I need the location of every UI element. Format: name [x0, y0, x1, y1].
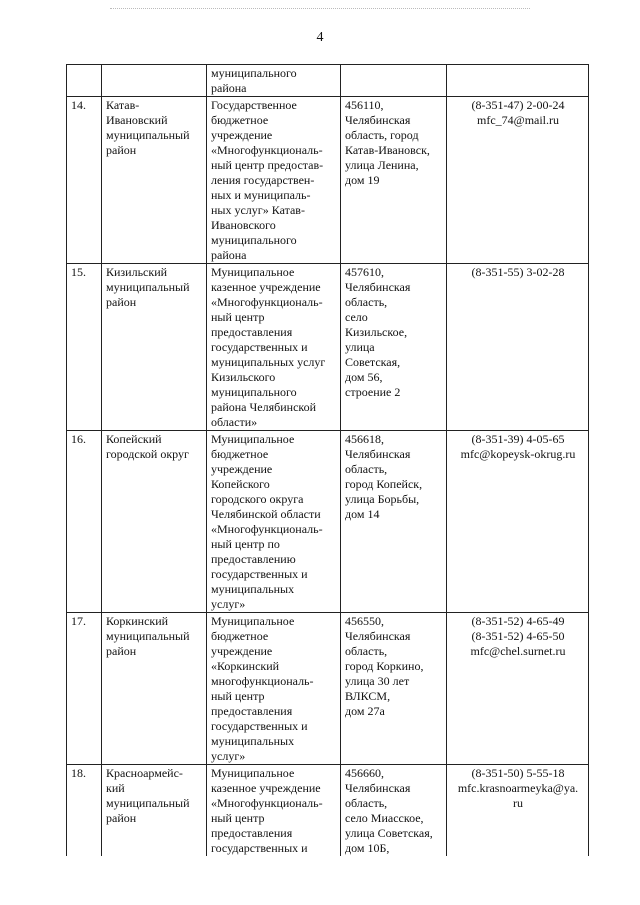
organization-cell-line: предоставления [211, 325, 293, 339]
organization-cell-line: многофункциональ- [211, 674, 314, 688]
address-cell [341, 613, 447, 765]
organization-cell-line: казенное учреждение [211, 280, 321, 294]
organization-cell-line: «Многофункциональ- [211, 143, 323, 157]
address-cell-line: 457610, [345, 265, 384, 279]
municipality-cell [102, 97, 207, 264]
municipality-cell [102, 264, 207, 431]
organization-cell-line: «Многофункциональ- [211, 796, 323, 810]
organization-cell-line: учреждение [211, 462, 273, 476]
organization-cell-line: Ивановского [211, 218, 276, 232]
row-number-cell: 18. [67, 765, 102, 857]
organization-cell-line: ный центр предостав- [211, 158, 324, 172]
mfc-registry-table [66, 64, 589, 856]
organization-cell-line: ный центр [211, 811, 265, 825]
address-cell-line: область, [345, 295, 388, 309]
organization-cell-line: муниципального [211, 233, 297, 247]
organization-cell-line: государственных и [211, 841, 308, 855]
address-cell-line: улица [345, 340, 375, 354]
municipality-cell [102, 613, 207, 765]
organization-cell-line: района [211, 248, 247, 262]
municipality-cell-line: район [106, 295, 137, 309]
organization-cell-line: ных и муниципаль- [211, 188, 311, 202]
address-cell-line: ВЛКСМ, [345, 689, 391, 703]
organization-cell-line: казенное учреждение [211, 781, 321, 795]
organization-cell-line: муниципальных [211, 582, 295, 596]
contacts-cell-line: (8-351-55) 3-02-28 [471, 265, 565, 279]
address-cell-line: село [345, 310, 368, 324]
scan-header-artifact [110, 8, 530, 10]
contacts-cell-line: mfc@kopeysk-okrug.ru [460, 447, 576, 461]
address-cell-line: область, [345, 796, 388, 810]
municipality-cell-line: муниципальный [106, 796, 190, 810]
address-cell-line: улица 30 лет [345, 674, 410, 688]
organization-cell [207, 264, 341, 431]
address-cell-line: дом 10Б, [345, 841, 390, 855]
organization-cell-line: Челябинской области [211, 507, 321, 521]
row-number-cell [67, 65, 102, 97]
organization-cell-line: муниципальных услуг [211, 355, 326, 369]
organization-cell-line: «Многофункциональ- [211, 295, 323, 309]
address-cell [341, 431, 447, 613]
contacts-cell [447, 765, 589, 857]
organization-cell-line: Государственное [211, 98, 297, 112]
table-row [67, 765, 589, 857]
address-cell-line: Челябинская [345, 629, 411, 643]
organization-cell-line: бюджетное [211, 113, 269, 127]
contacts-cell-line: ru [513, 796, 523, 810]
address-cell-line: дом 14 [345, 507, 380, 521]
contacts-cell-line: (8-351-39) 4-05-65 [471, 432, 565, 446]
organization-cell-line: муниципального [211, 66, 297, 80]
organization-cell-line: области» [211, 415, 258, 429]
address-cell-line: дом 56, [345, 370, 383, 384]
address-cell-line: строение 2 [345, 385, 401, 399]
organization-cell-line: ный центр по [211, 537, 280, 551]
municipality-cell-line: кий [106, 781, 125, 795]
organization-cell-line: бюджетное [211, 629, 269, 643]
organization-cell-line: учреждение [211, 644, 273, 658]
page-number: 4 [316, 30, 324, 45]
organization-cell-line: Муниципальное [211, 265, 295, 279]
address-cell-line: область, [345, 462, 388, 476]
municipality-cell-line: муниципальный [106, 629, 190, 643]
table-row [67, 65, 589, 97]
contacts-cell-line: (8-351-52) 4-65-50 [471, 629, 565, 643]
table-row [67, 264, 589, 431]
address-cell [341, 97, 447, 264]
contacts-cell [447, 264, 589, 431]
address-cell [341, 765, 447, 857]
organization-cell-line: городского округа [211, 492, 304, 506]
organization-cell-line: муниципальных [211, 734, 295, 748]
row-number-cell: 17. [67, 613, 102, 765]
address-cell-line: Челябинская [345, 447, 411, 461]
address-cell-line: дом 19 [345, 173, 380, 187]
contacts-cell [447, 97, 589, 264]
organization-cell-line: Муниципальное [211, 432, 295, 446]
municipality-cell-line: Копейский [106, 432, 162, 446]
address-cell-line: 456550, [345, 614, 384, 628]
contacts-cell [447, 65, 589, 97]
organization-cell-line: Муниципальное [211, 766, 295, 780]
municipality-cell [102, 65, 207, 97]
organization-cell-line: ный центр [211, 689, 265, 703]
municipality-cell-line: Кизильский [106, 265, 168, 279]
organization-cell-line: района Челябинской [211, 400, 317, 414]
organization-cell-line: муниципального [211, 385, 297, 399]
contacts-cell-line: mfc.krasnoarmeyka@ya. [457, 781, 579, 795]
row-number-cell: 14. [67, 97, 102, 264]
address-cell [341, 264, 447, 431]
contacts-cell [447, 431, 589, 613]
table-row [67, 97, 589, 264]
organization-cell-line: «Многофункциональ- [211, 522, 323, 536]
municipality-cell [102, 765, 207, 857]
address-cell-line: улица Советская, [345, 826, 433, 840]
address-cell [341, 65, 447, 97]
contacts-cell [447, 613, 589, 765]
contacts-cell-line: (8-351-50) 5-55-18 [471, 766, 565, 780]
municipality-cell-line: район [106, 644, 137, 658]
address-cell-line: Челябинская [345, 280, 411, 294]
municipality-cell-line: район [106, 143, 137, 157]
address-cell-line: город Коркино, [345, 659, 424, 673]
municipality-cell-line: муниципальный [106, 280, 190, 294]
municipality-cell [102, 431, 207, 613]
address-cell-line: Катав-Ивановск, [345, 143, 430, 157]
organization-cell [207, 65, 341, 97]
address-cell-line: область, город [345, 128, 419, 142]
municipality-cell-line: район [106, 811, 137, 825]
address-cell-line: Челябинская [345, 781, 411, 795]
organization-cell-line: государственных и [211, 340, 308, 354]
organization-cell-line: бюджетное [211, 447, 269, 461]
address-cell-line: 456660, [345, 766, 384, 780]
municipality-cell-line: Коркинский [106, 614, 169, 628]
address-cell-line: дом 27а [345, 704, 385, 718]
address-cell-line: область, [345, 644, 388, 658]
row-number-cell: 16. [67, 431, 102, 613]
contacts-cell-line: mfc@chel.surnet.ru [470, 644, 566, 658]
organization-cell-line: ления государствен- [211, 173, 315, 187]
organization-cell-line: ных услуг» Катав- [211, 203, 305, 217]
contacts-cell-line: (8-351-52) 4-65-49 [471, 614, 565, 628]
table-body [67, 65, 589, 857]
address-cell-line: Советская, [345, 355, 401, 369]
organization-cell-line: Кизильского [211, 370, 276, 384]
address-cell-line: город Копейск, [345, 477, 423, 491]
organization-cell-line: «Коркинский [211, 659, 280, 673]
municipality-cell-line: городской округ [106, 447, 189, 461]
address-cell-line: улица Борьбы, [345, 492, 420, 506]
table-row [67, 431, 589, 613]
row-number-cell: 15. [67, 264, 102, 431]
municipality-cell-line: муниципальный [106, 128, 190, 142]
organization-cell [207, 431, 341, 613]
organization-cell-line: услуг» [211, 749, 246, 763]
address-cell-line: Челябинская [345, 113, 411, 127]
organization-cell [207, 765, 341, 857]
address-cell-line: Кизильское, [345, 325, 408, 339]
organization-cell-line: района [211, 81, 247, 95]
organization-cell-line: предоставлению [211, 552, 296, 566]
organization-cell [207, 97, 341, 264]
organization-cell-line: государственных и [211, 719, 308, 733]
municipality-cell-line: Красноармейс- [106, 766, 183, 780]
address-cell-line: 456110, [345, 98, 384, 112]
table-row [67, 613, 589, 765]
address-cell-line: улица Ленина, [345, 158, 419, 172]
organization-cell-line: предоставления [211, 826, 293, 840]
organization-cell-line: предоставления [211, 704, 293, 718]
municipality-cell-line: Ивановский [106, 113, 168, 127]
address-cell-line: 456618, [345, 432, 384, 446]
municipality-cell-line: Катав- [106, 98, 140, 112]
organization-cell-line: ный центр [211, 310, 265, 324]
contacts-cell-line: (8-351-47) 2-00-24 [471, 98, 565, 112]
organization-cell-line: услуг» [211, 597, 246, 611]
organization-cell-line: учреждение [211, 128, 273, 142]
organization-cell-line: Копейского [211, 477, 270, 491]
address-cell-line: село Миасское, [345, 811, 424, 825]
contacts-cell-line: mfc_74@mail.ru [476, 113, 560, 127]
organization-cell [207, 613, 341, 765]
organization-cell-line: Муниципальное [211, 614, 295, 628]
organization-cell-line: государственных и [211, 567, 308, 581]
